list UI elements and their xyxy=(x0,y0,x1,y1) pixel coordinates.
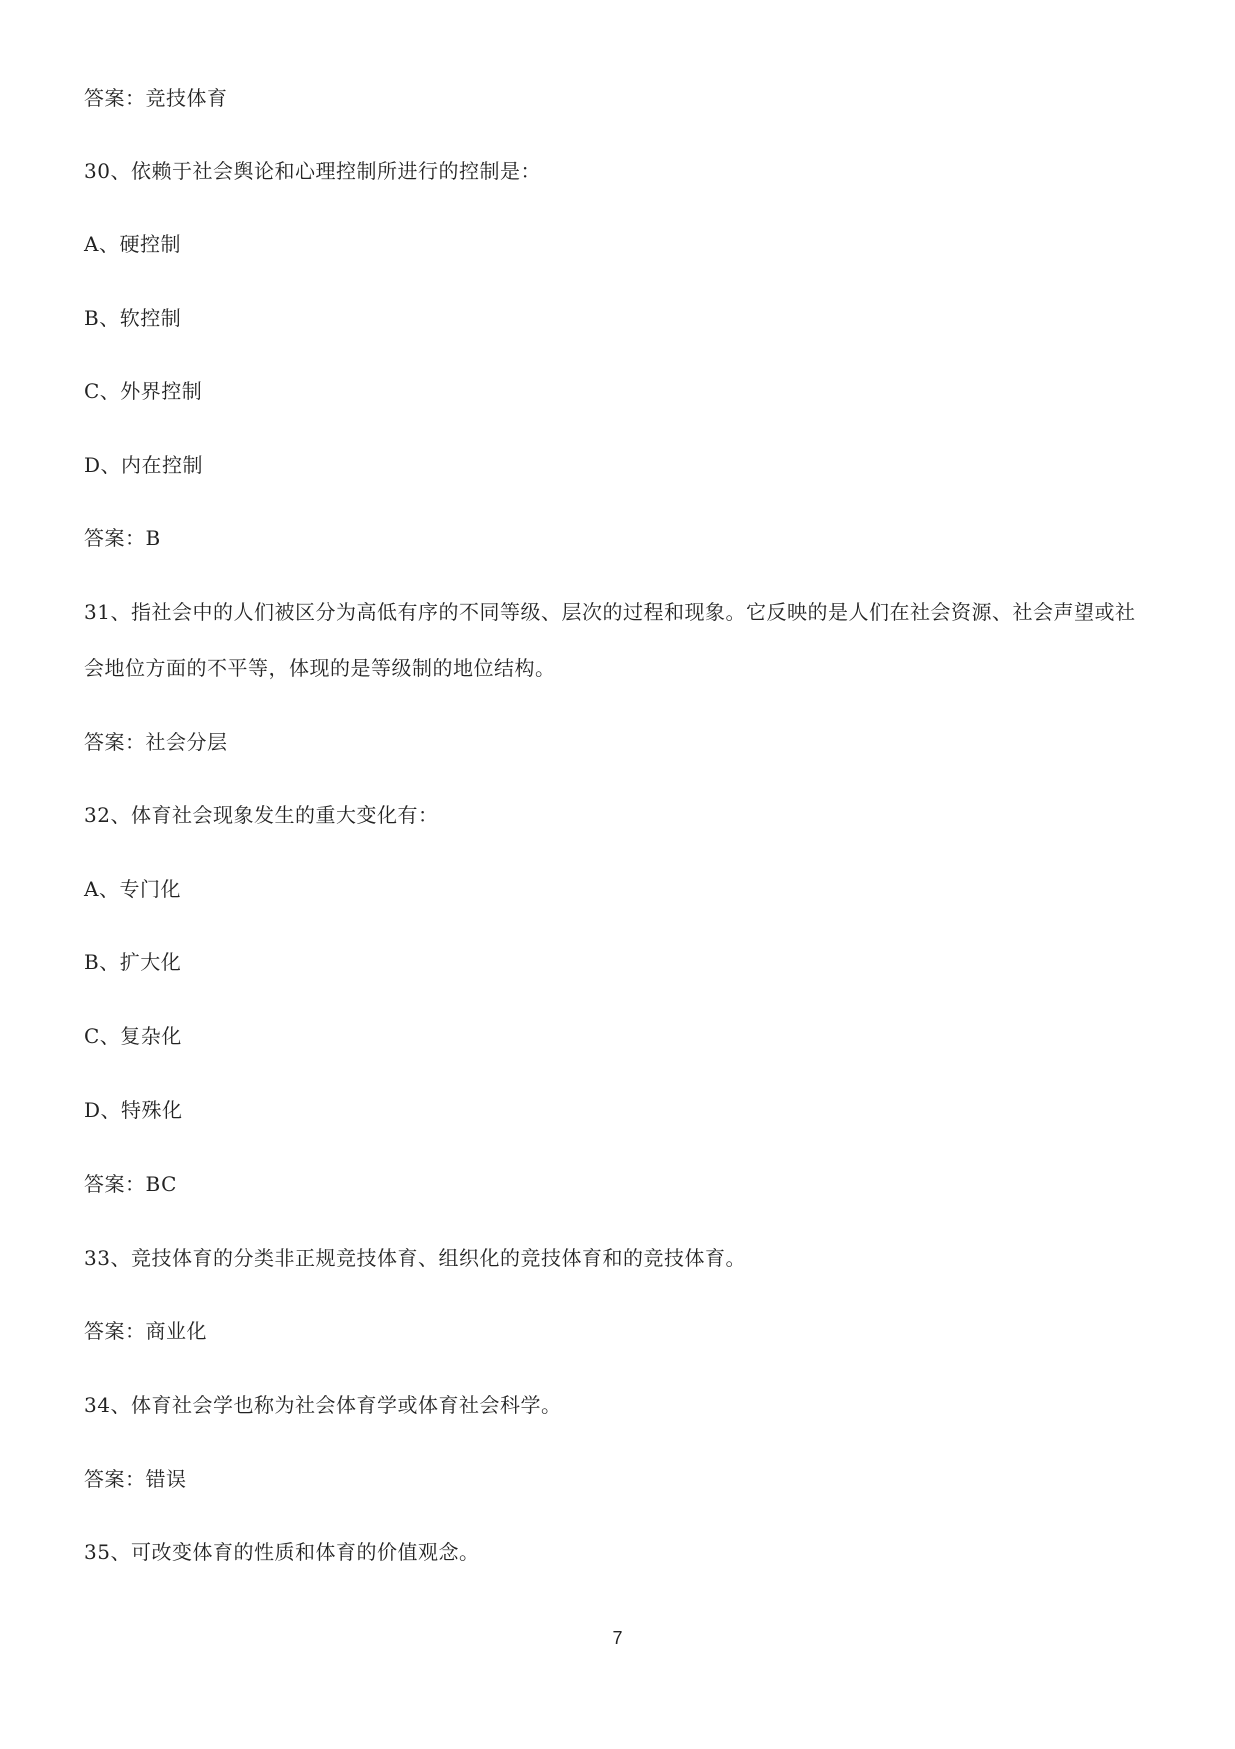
option-30-a: A、硬控制 xyxy=(84,232,181,256)
question-35: 35、可改变体育的性质和体育的价值观念。 xyxy=(84,1540,480,1564)
option-32-a: A、专门化 xyxy=(84,877,181,901)
page-number: 7 xyxy=(612,1628,623,1648)
question-31: 31、指社会中的人们被区分为高低有序的不同等级、层次的过程和现象。它反映的是人们在社会资源、社会声望或社会地位方面的不平等，体现的是等级制的地位结构。 xyxy=(84,600,1136,680)
answer-31: 答案：社会分层 xyxy=(84,730,228,754)
answer-33: 答案：商业化 xyxy=(84,1319,207,1343)
question-30: 30、依赖于社会舆论和心理控制所进行的控制是： xyxy=(84,159,541,183)
option-30-b: B、软控制 xyxy=(84,306,182,330)
option-30-d: D、内在控制 xyxy=(84,453,204,477)
question-34: 34、体育社会学也称为社会体育学或体育社会科学。 xyxy=(84,1393,562,1417)
answer-34: 答案：错误 xyxy=(84,1467,187,1491)
answer-30: 答案：B xyxy=(84,526,161,550)
answer-32: 答案：BC xyxy=(84,1172,177,1196)
answer-29: 答案：竞技体育 xyxy=(84,86,228,110)
option-30-c: C、外界控制 xyxy=(84,379,203,403)
option-32-b: B、扩大化 xyxy=(84,950,182,974)
option-32-d: D、特殊化 xyxy=(84,1098,183,1122)
option-32-c: C、复杂化 xyxy=(84,1024,182,1048)
question-33: 33、竞技体育的分类非正规竞技体育、组织化的竞技体育和的竞技体育。 xyxy=(84,1246,746,1270)
question-32: 32、体育社会现象发生的重大变化有： xyxy=(84,803,439,827)
